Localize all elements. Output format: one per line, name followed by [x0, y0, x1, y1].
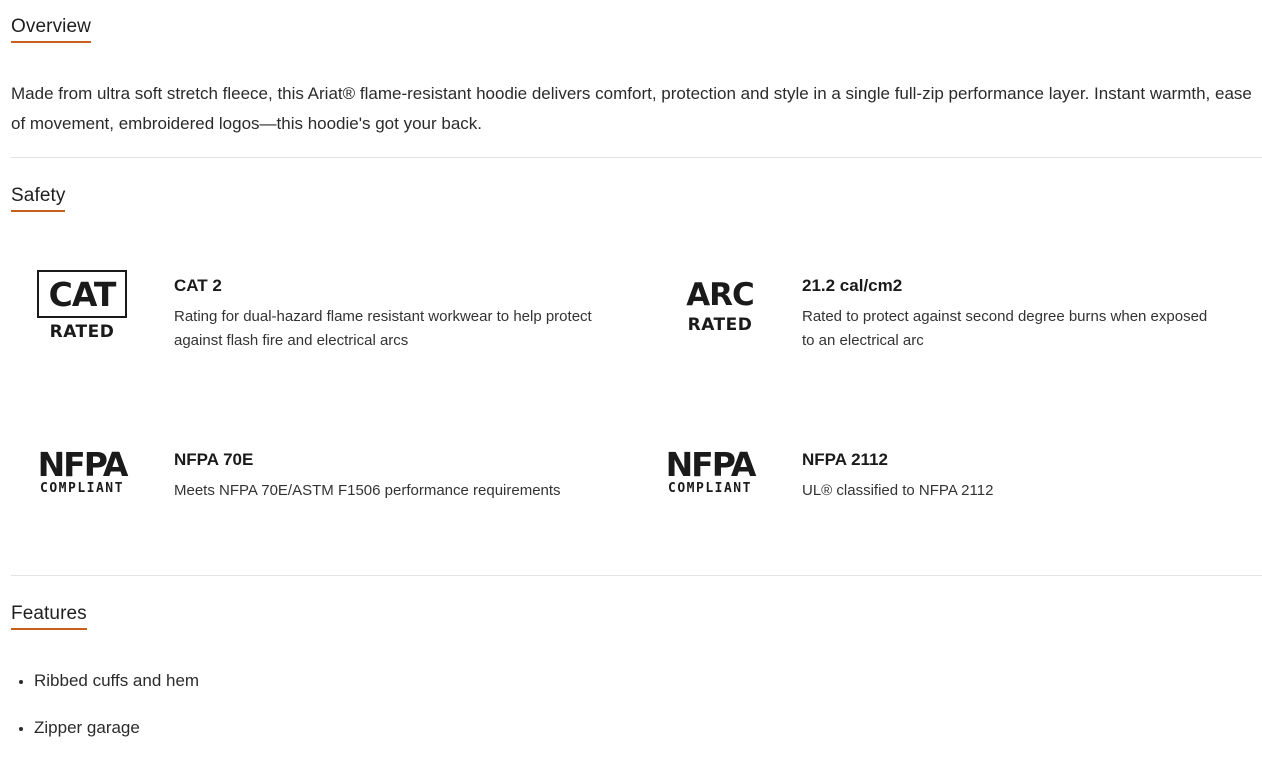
nfpa-compliant-icon: [11, 445, 151, 540]
safety-item-description: Rating for dual-hazard flame resistant workwear to help protect against flash fire and electrical arcs: [174, 308, 592, 349]
arc-badge-sub: RATED: [687, 315, 753, 335]
cat-badge-sub: RATED: [49, 322, 115, 342]
section-divider: [11, 575, 1262, 576]
safety-item-title: 21.2 cal/cm2: [802, 276, 903, 295]
list-item: • Ribbed cuffs and hem: [34, 668, 199, 694]
list-item: • Zipper garage: [34, 715, 199, 741]
nfpa-badge-main: NFPA: [37, 445, 127, 484]
nfpa-badge-main: NFPA: [665, 445, 755, 484]
features-list: [11, 668, 199, 762]
safety-item-description: Meets NFPA 70E/ASTM F1506 performance requirements: [174, 482, 561, 499]
safety-item-nfpa-70e: [11, 445, 631, 550]
safety-item-description: UL® classified to NFPA 2112: [802, 482, 994, 499]
overview-heading[interactable]: Overview: [11, 16, 91, 43]
safety-item-title: NFPA 2112: [802, 450, 888, 469]
nfpa-badge-sub: COMPLIANT: [668, 481, 752, 496]
safety-item-title: NFPA 70E: [174, 450, 254, 469]
section-divider: [11, 157, 1262, 158]
arc-badge-main: ARC: [686, 277, 754, 313]
nfpa-badge-sub: COMPLIANT: [40, 481, 124, 496]
overview-description: Made from ultra soft stretch fleece, this Ariat® flame-resistant hoodie delivers comfort, protection and style in a single full-zip performance layer. Instant warmth, ease of movement, embroidered logos—this hoodie's got your back.: [11, 84, 1252, 133]
cat-badge-main: CAT: [37, 270, 127, 318]
safety-item-arc-rating: [639, 276, 1259, 376]
safety-item-title: CAT 2: [174, 276, 222, 295]
features-heading[interactable]: Features: [11, 603, 87, 630]
nfpa-compliant-icon: [639, 445, 779, 540]
arc-rated-icon: [639, 276, 779, 366]
safety-item-nfpa-2112: [639, 445, 1259, 550]
cat-rated-icon: [11, 276, 151, 366]
safety-heading[interactable]: Safety: [11, 185, 65, 212]
safety-item-description: Rated to protect against second degree burns when exposed to an electrical arc: [802, 308, 1208, 349]
safety-item-cat-rating: [11, 276, 631, 376]
